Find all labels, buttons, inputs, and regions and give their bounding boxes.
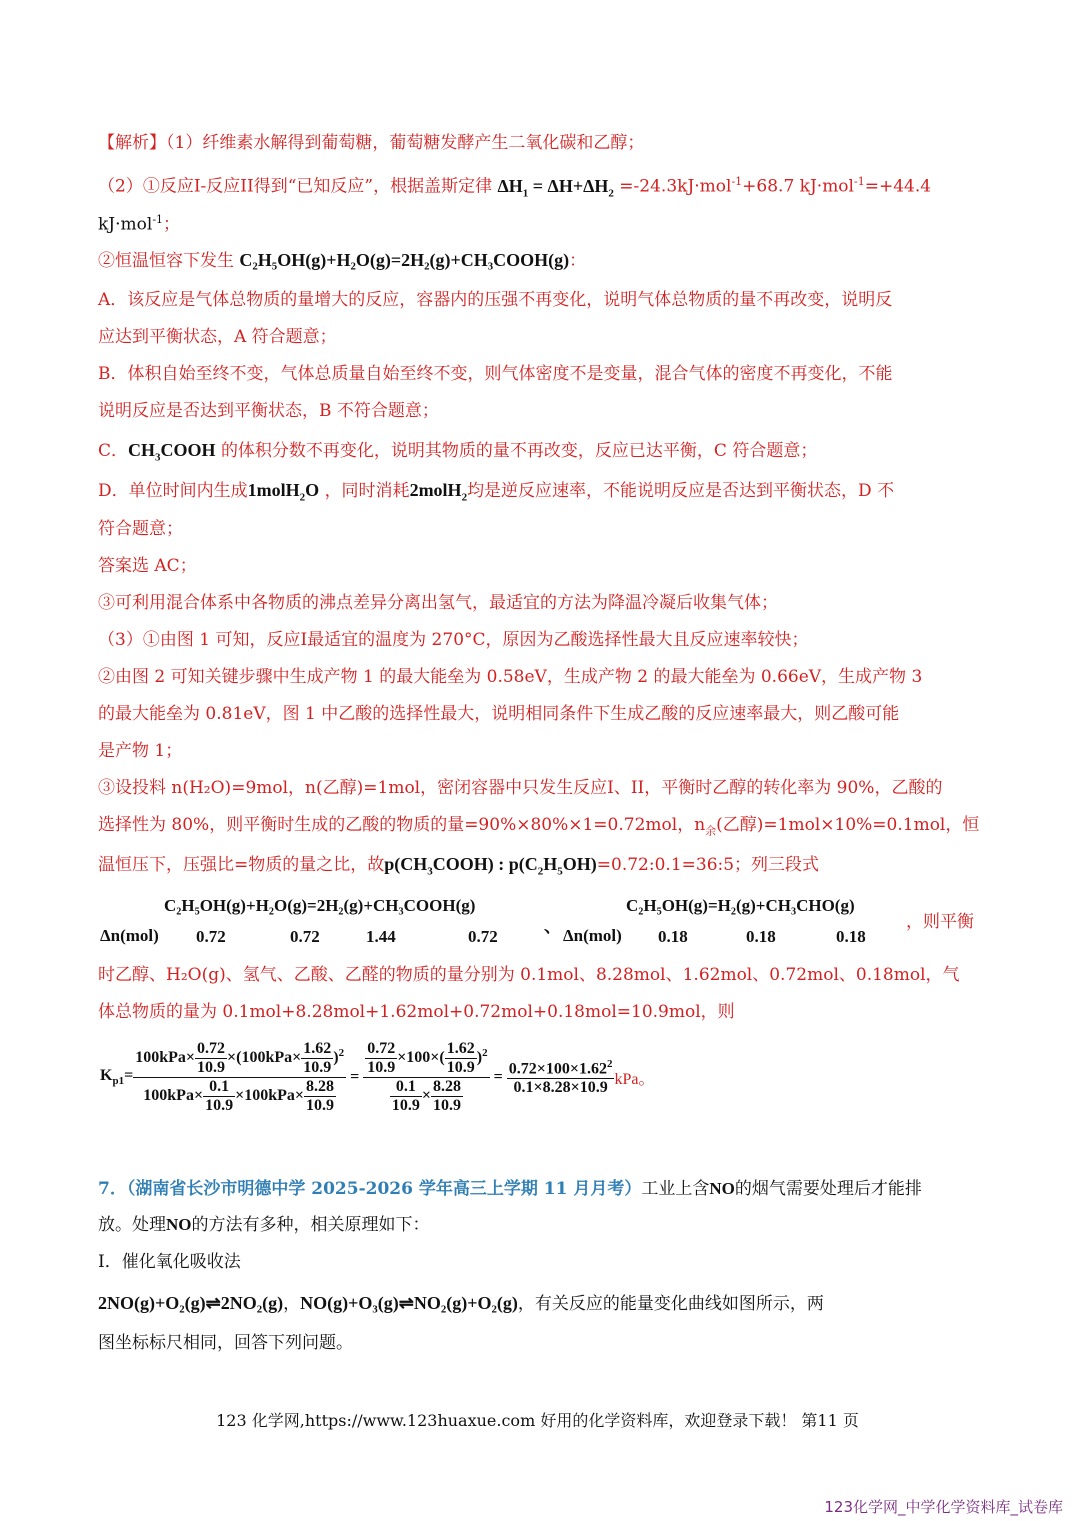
analysis-line-barrier-1: ②由图 2 可知关键步骤中生成产物 1 的最大能垒为 0.58eV，生成产物 2 的最大能垒为 0.66eV，生成产物 3 <box>98 667 923 687</box>
table1-equation: C₂H₅OH(g)+H₂O(g)=2H₂(g)+CH₃COOH(g) <box>164 896 476 915</box>
option-c-line: C．$CH_3COOH$ 的体积分数不再变化，说明其物质的量不再改变，反应已达平衡，C 符合题意； <box>98 440 818 464</box>
table2-value: 0.18 <box>836 927 866 946</box>
hess-formula: $\Delta H_1 = \Delta H+\Delta H_2$ <box>497 175 614 200</box>
analysis-line-4: ②恒温恒容下发生 C₂H₅OH(g)+H₂O(g)=2H₂(g)+CH₃COOH(g)： <box>98 250 587 271</box>
table1-row-label: Δn(mol) <box>100 926 159 945</box>
analysis-line-amounts-2: 体总物质的量为 0.1mol+8.28mol+1.62mol+0.72mol+0.18mol=10.9mol，则 <box>98 1002 735 1022</box>
analysis-line-h2: ③可利用混合体系中各物质的沸点差异分离出氢气，最适宜的方法为降温冷凝后收集气体； <box>98 593 778 613</box>
question7-line-eq: 2NO(g)+O₂(g)⇌2NO₂(g)，NO(g)+O₃(g)⇌NO₂(g)+O₂(g)，有关反应的能量变化曲线如图所示，两 <box>98 1293 824 1314</box>
table2-row-label: Δn(mol) <box>563 926 622 945</box>
option-b-line-1: B．体积自始至终不变，气体总质量自始至终不变，则气体密度不是变量，混合气体的密度不再变化，不能 <box>98 364 893 384</box>
analysis-label: 【解析】 <box>98 133 166 153</box>
table1-value: 1.44 <box>366 927 396 946</box>
analysis-line-barrier-3: 是产物 1； <box>98 741 183 761</box>
reaction-equation: C₂H₅OH(g)+H₂O(g)=2H₂(g)+CH₃COOH(g) <box>239 250 570 270</box>
analysis-line-calc-3: 温恒压下，压强比=物质的量之比，故$p(CH_3COOH)$ : $p(C_2H_5OH)=0.72:0.1=36:5$；列三段式 <box>98 854 820 878</box>
analysis-line-2: （2）①反应I-反应II得到“已知反应”，根据盖斯定律 $\Delta H_1 = \Delta H+\Delta H_2 =-24.3kJ\cdot mol^{-1}+68.7$ kJ·mol$^{-1}$=+44.4 <box>98 175 932 200</box>
reaction-equation-1: 2NO(g)+O₂(g)⇌2NO₂(g) <box>98 1293 284 1313</box>
analysis-line-1: 【解析】（1）纤维素水解得到葡萄糖，葡萄糖发酵产生二氧化碳和乙醇； <box>98 133 645 153</box>
page-footer: 123 化学网,https://www.123huaxue.com 好用的化学资料库，欢迎登录下载！ 第11 页 <box>216 1411 859 1430</box>
table1-value: 0.72 <box>290 927 320 946</box>
table1-value: 0.72 <box>468 927 498 946</box>
document-page: 【解析】（1）纤维素水解得到葡萄糖，葡萄糖发酵产生二氧化碳和乙醇； （2）①反应I-反应II得到“已知反应”，根据盖斯定律 $\Delta H_1 = \Delta H+\Delta H_2 =-24.3kJ\cdot mol^{-1}+68.7$ kJ·mol$^{-1}$=+44.4 kJ·mol$^{-1}$； ②恒温恒容下发生 C₂H₅OH(g)+H₂O(g)=2H₂(g)+CH₃COOH(g)： A．该反应是气体总物质的量增大的反应，容器内的压强不再变化，说明气体总物质的量不再改变，说明反 应达到平衡状态，A 符合题意； B．体积自始至终不变，气体总质量自始至终不变，则气体密度不是变量，混合气体的密度不再变化，不能 说明反应是否达到平衡状态，B 不符合题意； C．$CH_3COOH$ 的体积分数不再变化，说明其物质的量不再改变，反应已达平衡，C 符合题意； D．单位时间内生成1molH$_2$O ，同时消耗2molH$_2$均是逆反应速率，不能说明反应是否达到平衡状态，D 不 符合题意； 答案选 AC； ③可利用混合体系中各物质的沸点差异分离出氢气，最适宜的方法为降温冷凝后收集气体； （3）①由图 1 可知，反应I最适宜的温度为 270°C，原因为乙酸选择性最大且反应速率较快； ②由图 2 可知关键步骤中生成产物 1 的最大能垒为 0.58eV，生成产物 2 的最大能垒为 0.66eV，生成产物 3 的最大能垒为 0.81eV，图 1 中乙酸的选择性最大，说明相同条件下生成乙酸的反应速率最大，则乙酸可能 是产物 1； ③设投料 n(H₂O)=9mol，n(乙醇)=1mol，密闭容器中只发生反应I、II，平衡时乙醇的转化率为 90%，乙酸的 选择性为 80%，则平衡时生成的乙酸的物质的量=90%×80%×1=0.72mol，$n_余$(乙醇)=1mol×10%=0.1mol，恒 温恒压下，压强比=物质的量之比，故$p(CH_3COOH)$ : $p(C_2H_5OH)=0.72:0.1=36:5$；列三段式 C₂H₅OH(g)+H₂O(g)=2H₂(g)+CH₃COOH(g) Δn(mol) 0.72 0.72 1.44 0.72 、 C₂H₅OH(g)=H₂(g)+CH₃CHO(g) Δn(mol) 0.18 0.18 0.18 ，则平衡 时乙醇、H₂O(g)、氢气、乙酸、乙醛的物质的量分别为 0.1mol、8.28mol、1.62mol、0.72mol、0.18mol，气 体总物质的量为 0.1mol+8.28mol+1.62mol+0.72mol+0.18mol=10.9mol，则 $K_{p1}=$ 100kPa× $\frac{0.72}{10.9}$ ×(100kPa× $\frac{1.62}{10.9}$ )$^2$ 100kPa× $\frac{0.1}{10.9}$ ×100kPa× $\frac{8.28}{10.9}$ = $\frac{0.72}{10.9}$ ×100×( $\frac{1.62}{10.9}$ )$^2$ $\frac{0.1}{10.9}$ × $\frac{8.28}{10.9}$ = $\frac{0.72\times 100\times 1.62^2}{0.1\times 8.28\times 10.9}$ kPa。 7．（湖南省长沙市明德中学 2025-2026 学年高三上学期 11 月月考）工业上含NO的烟气需要处理后才能排 放。处理NO的方法有多种，相关原理如下： I．催化氧化吸收法 2NO(g)+O₂(g)⇌2NO₂(g)，NO(g)+O₃(g)⇌NO₂(g)+O₂(g)，有关反应的能量变化曲线如图所示，两 图坐标标尺相同，回答下列问题。 123 化学网,https://www.123huaxue.com 好用的化学资料库，欢迎登录下载！ 第11 页 123化学网_中学化学资料库_试卷库 <box>0 0 1075 1521</box>
table1-value: 0.72 <box>196 927 226 946</box>
analysis-line-3: kJ·mol$^{-1}$； <box>98 213 181 235</box>
then-equilibrium: ，则平衡 <box>906 912 974 932</box>
kp-formula: $K_{p1}=$ 100kPa× $\frac{0.72}{10.9}$ ×(100kPa× $\frac{1.62}{10.9}$ )$^2$ 100kPa× $\frac{0.1}{10.9}$ ×100kPa× $\frac{8.28}{10.9}$ = $\frac{0.72}{10.9}$ ×100×( $\frac{1.62}{10.9}$ )$^2$ $\frac{0.1}{10.9}$ × $\frac{8.28}{10.9}$ = $\frac{0.72\times 100\times 1.62^2}{0.1\times 8.28\times 10.9}$ kPa。 <box>100 1040 655 1114</box>
table2-value: 0.18 <box>746 927 776 946</box>
option-d-line-1: D．单位时间内生成1molH$_2$O ，同时消耗2molH$_2$均是逆反应速率，不能说明反应是否达到平衡状态，D 不 <box>98 480 895 504</box>
option-b-line-2: 说明反应是否达到平衡状态，B 不符合题意； <box>98 401 439 421</box>
answer-line: 答案选 AC； <box>98 556 197 576</box>
ch3cooh-formula: $CH_3COOH$ <box>128 440 216 464</box>
question-source: （湖南省长沙市明德中学 2025-2026 学年高三上学期 11 月月考） <box>126 1179 642 1199</box>
option-a-line-2: 应达到平衡状态，A 符合题意； <box>98 327 337 347</box>
method-heading: I．催化氧化吸收法 <box>98 1252 241 1272</box>
question7-line-1: 7．（湖南省长沙市明德中学 2025-2026 学年高三上学期 11 月月考）工业上含NO的烟气需要处理后才能排 <box>98 1179 922 1199</box>
question7-line-2: 放。处理NO的方法有多种，相关原理如下： <box>98 1215 430 1235</box>
analysis-line-calc-1: ③设投料 n(H₂O)=9mol，n(乙醇)=1mol，密闭容器中只发生反应I、II，平衡时乙醇的转化率为 90%，乙酸的 <box>98 778 943 798</box>
watermark-link[interactable]: 123化学网_中学化学资料库_试卷库 <box>824 1498 1063 1516</box>
analysis-line-barrier-2: 的最大能垒为 0.81eV，图 1 中乙酸的选择性最大，说明相同条件下生成乙酸的反应速率最大，则乙酸可能 <box>98 704 900 724</box>
question7-line-last: 图坐标标尺相同，回答下列问题。 <box>98 1333 353 1353</box>
option-a-line-1: A．该反应是气体总物质的量增大的反应，容器内的压强不再变化，说明气体总物质的量不再改变，说明反 <box>98 290 893 310</box>
reaction-equation-2: NO(g)+O₃(g)⇌NO₂(g)+O₂(g) <box>300 1293 518 1313</box>
analysis-line-calc-2: 选择性为 80%，则平衡时生成的乙酸的物质的量=90%×80%×1=0.72mol，$n_余$(乙醇)=1mol×10%=0.1mol，恒 <box>98 815 980 838</box>
analysis-line-temp: （3）①由图 1 可知，反应I最适宜的温度为 270°C，原因为乙酸选择性最大且反应速率较快； <box>98 630 809 650</box>
pressure-ratio: $p(CH_3COOH)$ : $p(C_2H_5OH)$ <box>384 854 597 878</box>
option-d-line-2: 符合题意； <box>98 519 183 539</box>
analysis-line-amounts-1: 时乙醇、H₂O(g)、氢气、乙酸、乙醛的物质的量分别为 0.1mol、8.28mol、1.62mol、0.72mol、0.18mol，气 <box>98 965 960 985</box>
table2-equation: C₂H₅OH(g)=H₂(g)+CH₃CHO(g) <box>626 896 855 915</box>
table2-value: 0.18 <box>658 927 688 946</box>
